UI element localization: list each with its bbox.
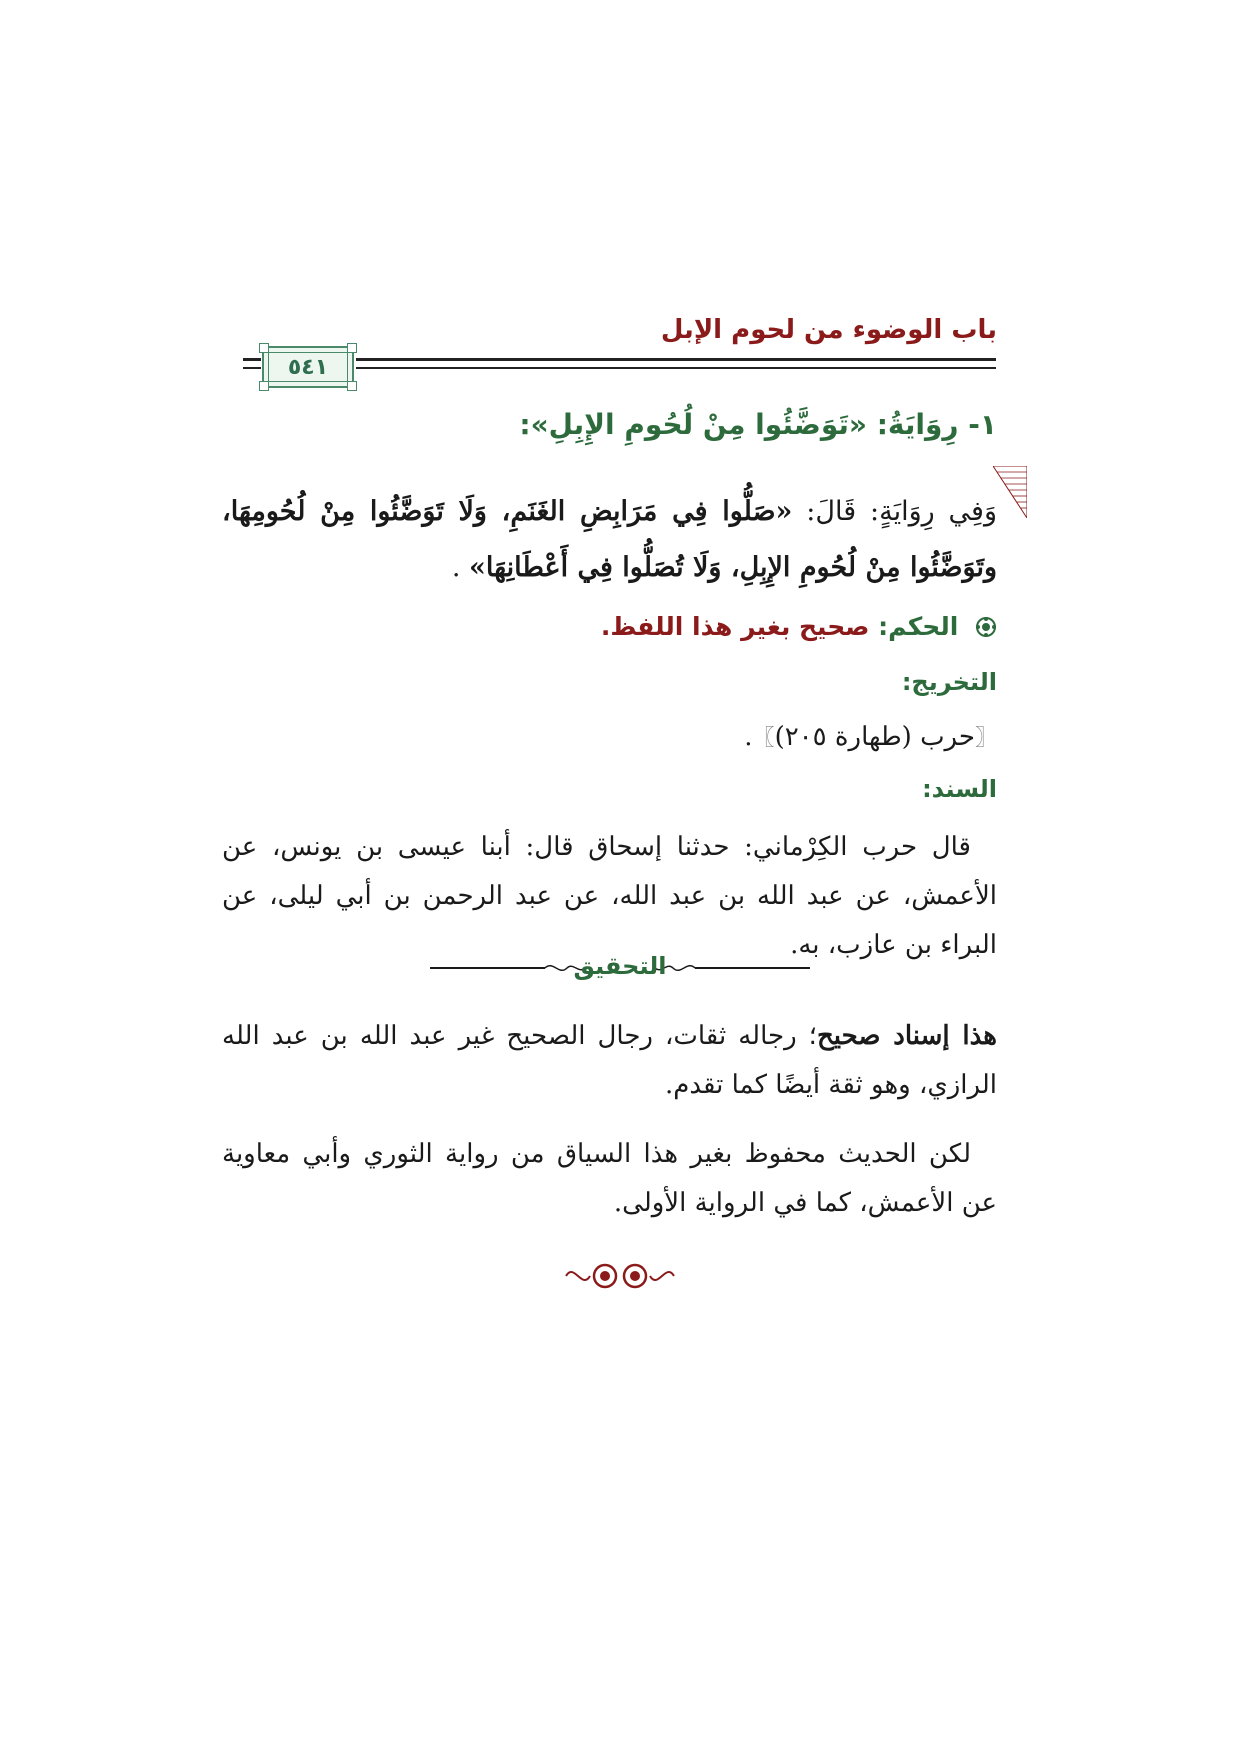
section-title: رِوَايَةُ: «تَوَضَّئُوا مِنْ لُحُومِ الإِبِلِ»: bbox=[519, 408, 959, 441]
header-rule-right-top bbox=[356, 358, 996, 361]
source-reference bbox=[397, 721, 997, 752]
tahqiq-paragraph-2: لكن الحديث محفوظ بغير هذا السياق من رواية الثوري وأبي معاوية عن الأعمش، كما في الرواية الأولى. bbox=[222, 1139, 997, 1218]
ruling-label: الحكم: bbox=[878, 612, 959, 641]
ruling-line bbox=[237, 612, 997, 641]
tahqiq-paragraph-1-text: ؛ رجاله ثقات، رجال الصحيح غير عبد الله بن عبد الله الرازي، وهو ثقة أيضًا كما تقدم. bbox=[222, 1021, 997, 1100]
badge-ornament-icon bbox=[347, 343, 357, 353]
ruling-value: صحيح بغير هذا اللفظ. bbox=[600, 612, 870, 641]
bracket-close-icon: 〗 bbox=[752, 726, 775, 751]
section-number: ١- bbox=[968, 408, 997, 441]
tahqiq-divider bbox=[430, 948, 810, 988]
tahqiq-heading: التحقيق bbox=[573, 952, 667, 980]
source-reference-end: . bbox=[744, 722, 753, 752]
bracket-open-icon: 〖 bbox=[974, 726, 997, 751]
hadith-quote: «صَلُّوا فِي مَرَابِضِ الغَنَمِ، وَلَا تَوَضَّئُوا مِنْ لُحُومِهَا، وتَوَضَّئُوا مِنْ لُحُومِ الإِبِلِ، وَلَا تُصَلُّوا فِي أَعْطَانِهَا» bbox=[222, 496, 997, 583]
badge-ornament-icon bbox=[259, 381, 269, 391]
tahqiq-bold-phrase: هذا إسناد صحيح bbox=[816, 1021, 998, 1051]
header-rule-left-bottom bbox=[243, 367, 261, 369]
tahqiq-paragraph-1 bbox=[222, 1012, 997, 1110]
hadith-end: . bbox=[451, 552, 470, 583]
page-number-badge bbox=[262, 346, 354, 388]
sanad-text: قال حرب الكِرْماني: حدثنا إسحاق قال: أبنا عيسى بن يونس، عن الأعمش، عن عبد الله بن عبد الله، عن عبد الرحمن بن أبي ليلى، عن البراء بن عازب، به. bbox=[222, 832, 997, 960]
flower-bullet-icon bbox=[975, 612, 997, 641]
takhrij-label: التخريج: bbox=[901, 668, 997, 696]
hadith-text bbox=[222, 484, 997, 596]
corner-ornament-icon bbox=[993, 466, 1027, 518]
page-number: ٥٤١ bbox=[268, 352, 348, 382]
sanad-label: السند: bbox=[922, 775, 997, 803]
hadith-lead: وَفِي رِوَايَةٍ: قَالَ: bbox=[792, 496, 997, 527]
badge-ornament-icon bbox=[347, 381, 357, 391]
header-rule-left-top bbox=[243, 358, 261, 361]
source-reference-text: حرب (طهارة ٢٠٥) bbox=[774, 722, 975, 752]
header-rule-right-bottom bbox=[356, 367, 996, 369]
section-heading bbox=[237, 408, 997, 441]
end-ornament-icon bbox=[560, 1258, 680, 1294]
chapter-title: باب الوضوء من لحوم الإبل bbox=[660, 315, 997, 345]
